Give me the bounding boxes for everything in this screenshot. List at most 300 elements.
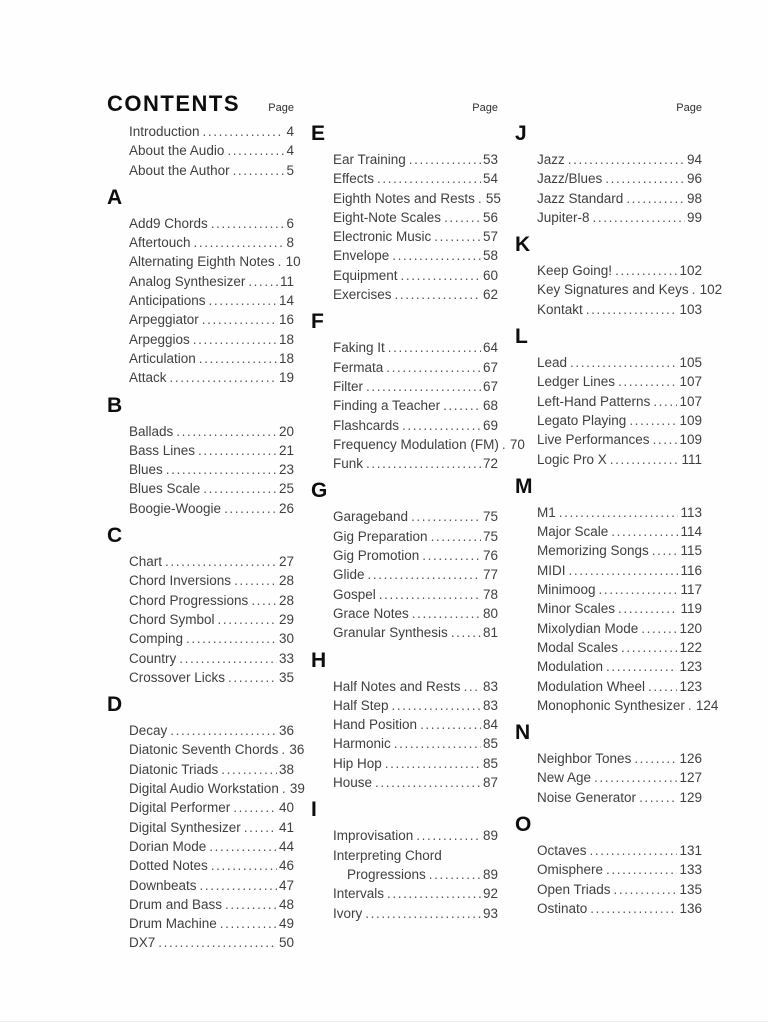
entry-page-number: 119 [680,601,702,617]
entry-title: Add9 Chords [129,215,208,231]
entry-title: Downbeats [129,877,197,893]
toc-entry [129,591,294,610]
entry-title: Eight-Note Scales [333,209,442,225]
letter-group-g [311,479,498,642]
dot-leader [179,649,277,668]
entry-title: Diatonic Triads [129,761,219,777]
dot-leader [281,740,287,759]
toc-entry [129,272,294,291]
entry-title: Diatonic Seventh Chords [129,742,279,758]
entry-title: DX7 [129,935,156,951]
dot-leader [158,933,277,952]
entry-list [311,150,501,304]
entry-page-number: 92 [482,886,498,902]
entry-title: Granular Synthesis [333,625,448,641]
entry-title: Alternating Eighth Notes [129,254,275,270]
letter-group-d [107,693,305,953]
toc-entry [537,411,702,430]
entry-page-number: 116 [680,562,702,578]
column-header [107,86,294,116]
dot-leader [590,841,678,860]
entry-page-number: 5 [286,162,294,178]
toc-entry [129,422,294,441]
dot-leader [639,788,677,807]
entry-page-number: 23 [278,462,294,478]
toc-entry [333,416,498,435]
toc-entry [333,604,498,623]
entry-page-number: 113 [680,504,702,520]
entry-title-continued: Progressions [347,866,426,882]
entry-title: Minimoog [537,582,596,598]
toc-entry [537,860,702,879]
entry-title: Jazz Standard [537,190,624,206]
toc-entry [129,330,294,349]
toc-entry [333,734,498,753]
toc-entry [333,396,498,415]
dot-leader [198,441,277,460]
toc-entry [333,754,498,773]
entry-page-number: 39 [289,781,305,797]
toc-entry [129,876,294,895]
entry-title: Country [129,650,177,666]
entry-page-number: 20 [278,423,294,439]
entry-title: Flashcards [333,417,400,433]
entry-page-number: 78 [482,586,498,602]
toc-entry [129,460,294,479]
letter-group-l [515,325,702,469]
dot-leader [626,189,685,208]
dot-leader [218,610,277,629]
dot-leader [166,460,277,479]
dot-leader [606,860,677,879]
toc-entry [537,580,702,599]
dot-leader [388,338,481,357]
entry-page-number: 67 [482,359,498,375]
toc-entry [129,122,294,141]
entry-page-number: 64 [482,340,498,356]
dot-leader [165,552,277,571]
entry-page-number: 10 [285,254,301,270]
dot-leader [200,876,277,895]
toc-entry [537,300,702,319]
letter-group-m [515,474,719,715]
entry-page-number: 58 [482,248,498,264]
toc-entry [333,169,498,188]
entry-page-number: 60 [482,267,498,283]
entry-page-number: 117 [680,582,702,598]
entry-page-number: 81 [482,625,498,641]
entry-page-number: 89 [482,828,498,844]
column-header [515,86,702,116]
dot-leader [599,580,679,599]
letter-heading: H [311,648,327,672]
entry-page-number: 115 [680,543,702,559]
toc-entry [333,623,498,642]
entry-page-number: 99 [686,209,702,225]
entry-page-number: 47 [278,877,294,893]
toc-entry [537,788,702,807]
entry-title: Boogie-Woogie [129,500,222,516]
toc-entry [129,740,305,759]
entry-list [107,552,294,687]
toc-entry [537,392,702,411]
entry-page-number: 14 [278,293,294,309]
entry-title: Chord Inversions [129,573,232,589]
entry-page-number: 111 [681,451,702,467]
entry-page-number: 21 [278,442,294,458]
toc-entry [537,696,719,715]
dot-leader [615,261,677,280]
entry-page-number: 93 [482,905,498,921]
dot-leader [234,571,277,590]
letter-group-j [515,122,702,227]
column-header [311,86,498,116]
entry-page-number: 36 [289,742,305,758]
entry-title: Octaves [537,843,587,859]
toc-entry [333,546,498,565]
entry-page-number: 72 [482,456,498,472]
toc-entry [129,552,294,571]
entry-page-number: 70 [509,436,525,452]
dot-leader [451,623,481,642]
letter-group-c [107,524,294,687]
dot-leader [211,214,285,233]
toc-columns [107,86,723,953]
dot-leader [227,141,284,160]
entry-page-number: 67 [482,378,498,394]
entry-page-number: 56 [482,209,498,225]
entry-title: Mixolydian Mode [537,620,639,636]
dot-leader [379,585,481,604]
dot-leader [434,227,481,246]
entry-title: Jazz/Blues [537,171,603,187]
entry-page-number: 38 [278,761,294,777]
entry-title: Half Notes and Rests [333,678,461,694]
toc-entry [333,208,498,227]
dot-leader [368,565,481,584]
letter-group-n [515,721,702,807]
toc-entry [537,749,702,768]
entry-title: Crossover Licks [129,669,226,685]
entry-page-number: 35 [278,669,294,685]
entry-title: Key Signatures and Keys [537,282,689,298]
page-column-label: Page [268,102,294,114]
entry-title: Keep Going! [537,263,613,279]
dot-leader [569,561,679,580]
toc-entry [537,657,702,676]
toc-entry [537,150,702,169]
dot-leader [233,798,277,817]
entry-title: Minor Scales [537,601,616,617]
toc-entry [537,372,702,391]
toc-column [107,86,305,953]
entry-title: Electronic Music [333,229,432,245]
entry-page-number: 57 [482,229,498,245]
entry-title: Finding a Teacher [333,398,441,414]
entry-page-number: 6 [286,215,294,231]
toc-entry [333,227,498,246]
toc-entry [129,649,294,668]
letter-group-a [107,185,301,388]
entry-title: Decay [129,723,168,739]
toc-entry [129,499,294,518]
entry-title: Live Performances [537,432,650,448]
toc-entry [129,441,294,460]
entry-page-number: 133 [679,862,702,878]
entry-page-number: 30 [278,631,294,647]
dot-leader [606,657,677,676]
dot-leader [202,310,277,329]
entry-title: Gig Promotion [333,548,420,564]
letter-heading: O [515,813,532,837]
dot-leader [412,604,481,623]
toc-entry [537,208,702,227]
toc-entry [537,541,702,560]
entry-page-number: 18 [278,350,294,366]
dot-leader [366,377,481,396]
entry-title: Arpeggiator [129,312,199,328]
entry-page-number: 48 [278,896,294,912]
entry-title: MIDI [537,562,566,578]
dot-leader [375,773,481,792]
entry-page-number: 54 [482,171,498,187]
letter-heading: E [311,122,326,145]
toc-entry [537,169,702,188]
dot-leader [203,479,277,498]
entry-title: Comping [129,631,184,647]
letter-group-b [107,394,294,518]
dot-leader [653,392,677,411]
entry-title: Digital Performer [129,800,231,816]
dot-leader [395,285,481,304]
dot-leader [586,300,678,319]
entry-list [311,677,498,793]
toc-entry [333,565,498,584]
toc-entry [537,280,723,299]
entry-page-number: 96 [686,171,702,187]
entry-page-number: 89 [482,866,498,882]
entry-page-number: 114 [680,524,702,540]
entry-title: Intervals [333,886,385,902]
toc-entry [537,768,702,787]
entry-title: Articulation [129,350,196,366]
toc-entry [129,214,294,233]
dot-leader [392,246,481,265]
dot-leader [621,638,677,657]
dot-leader [648,677,677,696]
toc-entry [129,349,294,368]
entry-page-number: 36 [278,723,294,739]
toc-entry [333,884,498,903]
entry-title: Dotted Notes [129,858,208,874]
dot-leader [203,122,285,141]
dot-leader [618,599,678,618]
toc-entry [333,454,498,473]
dot-leader [220,914,277,933]
dot-leader [186,629,277,648]
dot-leader [559,503,679,522]
entry-page-number: 103 [679,301,702,317]
entry-list [107,214,301,388]
toc-entry [129,933,294,952]
dot-leader [170,368,277,387]
toc-entry [537,619,702,638]
entry-title: Kontakt [537,301,583,317]
dot-leader [409,150,481,169]
entry-title: Filter [333,378,363,394]
toc-entry [537,841,702,860]
toc-entry [537,561,702,580]
dot-leader [365,904,481,923]
letter-heading: K [515,233,531,257]
entry-title: Memorizing Songs [537,543,649,559]
dot-leader [225,895,277,914]
entry-page-number: 75 [482,509,498,525]
entry-page-number: 80 [482,605,498,621]
entry-title: Introduction [129,124,200,139]
entry-page-number: 77 [482,567,498,583]
toc-entry [537,261,702,280]
entry-page-number: 53 [482,152,498,167]
dot-leader [605,169,685,188]
toc-entry [129,914,294,933]
entry-title: Ledger Lines [537,374,616,390]
entry-title: Fermata [333,359,384,375]
letter-group-h [311,649,498,793]
entry-title: Eighth Notes and Rests [333,190,475,206]
toc-entry [333,773,498,792]
entry-title: Digital Synthesizer [129,819,241,835]
entry-page-number: 18 [278,331,294,347]
entry-page-number: 107 [679,393,702,409]
toc-entry [333,266,498,285]
entry-title: Half Step [333,697,389,713]
entry-title: House [333,775,373,791]
dot-leader [634,749,677,768]
entry-continuation-line [333,865,498,884]
toc-entry [333,527,498,546]
toc-entry [129,721,294,740]
toc-entry [333,150,498,169]
entry-title: Blues [129,462,163,478]
entry-list [107,422,294,518]
dot-leader [618,372,677,391]
toc-entry [333,358,498,377]
letter-heading: N [515,721,531,745]
entry-page-number: 85 [482,736,498,752]
entry-title: Open Triads [537,881,611,897]
toc-entry [333,826,498,845]
toc-entry [333,715,498,734]
entry-page-number: 69 [482,417,498,433]
toc-entry [537,430,702,449]
letter-heading: D [107,693,123,717]
dot-leader [416,826,481,845]
toc-entry [129,233,294,252]
entry-title: Bass Lines [129,442,196,458]
toc-entry [333,507,498,526]
dot-leader [228,668,277,687]
entry-title: Hand Position [333,717,418,733]
dot-leader [209,837,277,856]
dot-leader [641,619,677,638]
toc-entry [333,435,525,454]
entry-page-number: 136 [679,900,702,916]
entry-page-number: 19 [278,370,294,386]
dot-leader [170,721,277,740]
letter-heading: F [311,310,324,334]
toc-entry [129,252,301,271]
entry-title-line [333,846,498,865]
entry-page-number: 129 [679,789,702,805]
toc-entry [129,571,294,590]
entry-title: Digital Audio Workstation [129,781,279,797]
entry-page-number: 131 [679,843,702,859]
toc-entry [537,503,702,522]
entry-page-number: 84 [482,717,498,733]
entry-page-number: 83 [482,697,498,713]
entry-page-number: 49 [278,916,294,932]
entry-title: Effects [333,171,375,187]
entry-title: Lead [537,355,568,371]
entry-page-number: 41 [278,819,294,835]
entry-title: Noise Generator [537,789,637,805]
entry-page-number: 87 [482,775,498,791]
entry-list [515,261,723,319]
entry-list [107,721,305,953]
entry-title: Gig Preparation [333,528,428,544]
dot-leader [278,252,284,271]
toc-column [311,86,525,953]
entry-title: Hip Hop [333,755,382,771]
entry-page-number: 124 [695,697,719,713]
entry-page-number: 126 [679,751,702,767]
dot-leader [692,280,698,299]
entry-title: Dorian Mode [129,838,207,854]
toc-entry [129,368,294,387]
entry-list [515,749,702,807]
page-column-label: Page [676,102,702,114]
entry-title: Neighbor Tones [537,751,632,767]
entry-page-number: 40 [278,800,294,816]
entry-page-number: 4 [286,143,294,159]
toc-entry [537,450,702,469]
entry-title: Equipment [333,267,398,283]
entry-title: Monophonic Synthesizer [537,697,685,713]
dot-leader [386,358,481,377]
dot-leader [194,233,285,252]
entry-title: Glide [333,567,365,583]
letter-heading: I [311,798,317,822]
dot-leader [392,696,481,715]
toc-entry [129,760,294,779]
entry-page-number: 27 [278,554,294,570]
dot-leader [282,779,288,798]
entry-title: Jazz [537,152,565,167]
letter-group-o [515,813,702,918]
letter-heading: G [311,479,328,503]
entry-page-number: 26 [278,500,294,516]
toc-entry [129,161,294,180]
dot-leader [610,450,680,469]
entry-page-number: 68 [482,398,498,414]
entry-title: Major Scale [537,524,609,540]
entry-page-number: 25 [278,481,294,497]
entry-title: Improvisation [333,828,414,844]
entry-page-number: 122 [679,639,702,655]
dot-leader [209,291,277,310]
entry-page-number: 33 [278,650,294,666]
